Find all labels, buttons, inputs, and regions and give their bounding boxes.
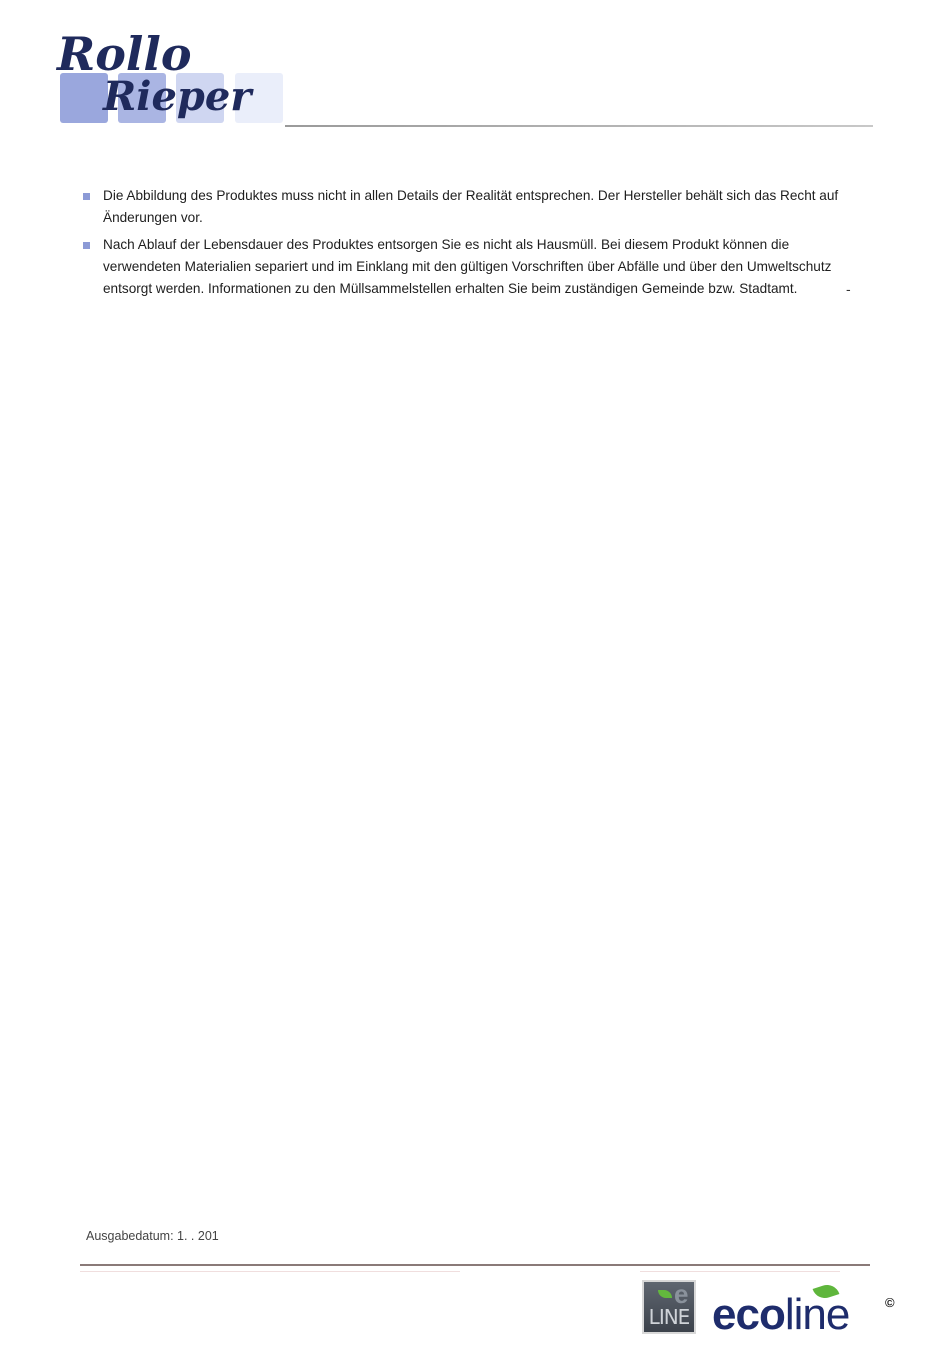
notes-list — [82, 185, 852, 305]
header-divider — [285, 125, 873, 127]
logo-wordmark — [55, 20, 295, 132]
ecoline-wordmark — [712, 1287, 849, 1343]
brand-line: line — [784, 1290, 850, 1339]
faint-rule — [80, 1271, 460, 1272]
eline-letter: e — [674, 1279, 689, 1309]
copyright-mark: © — [885, 1295, 895, 1310]
brand-eco: eco — [712, 1290, 785, 1339]
eline-logo — [642, 1280, 696, 1334]
note-text: Nach Ablauf der Lebensdauer des Produktes entsorgen Sie es nicht als Hausmüll. Bei diesem Produkt können die verwendeten Materialien separiert und im Einklang mit den gültigen Vorschriften über Abfälle und über den Umweltschutz entsorgt werden. Informationen zu den Müllsammelstellen erhalten Sie beim zuständigen Gemeinde bzw. Stadtamt. — [103, 237, 832, 296]
logo-line2: Rieper — [103, 73, 252, 120]
footer-divider — [80, 1264, 870, 1266]
faint-rule — [640, 1271, 840, 1272]
logo-line1: Rollo — [57, 27, 192, 81]
square-bullet-icon — [83, 193, 90, 200]
eline-text: LINE — [648, 1305, 690, 1329]
hyphen-mark: - — [846, 281, 851, 297]
note-text: Die Abbildung des Produktes muss nicht in allen Details der Realität entsprechen. Der Hersteller behält sich das Recht auf Änderungen vor. — [103, 188, 839, 225]
issue-date: Ausgabedatum: 1. . 201 — [86, 1229, 219, 1243]
list-item — [82, 234, 852, 300]
leaf-icon — [658, 1290, 672, 1298]
list-item — [82, 185, 852, 229]
company-logo — [55, 20, 295, 132]
square-bullet-icon — [83, 242, 90, 249]
ecoline-logo — [712, 1287, 902, 1343]
